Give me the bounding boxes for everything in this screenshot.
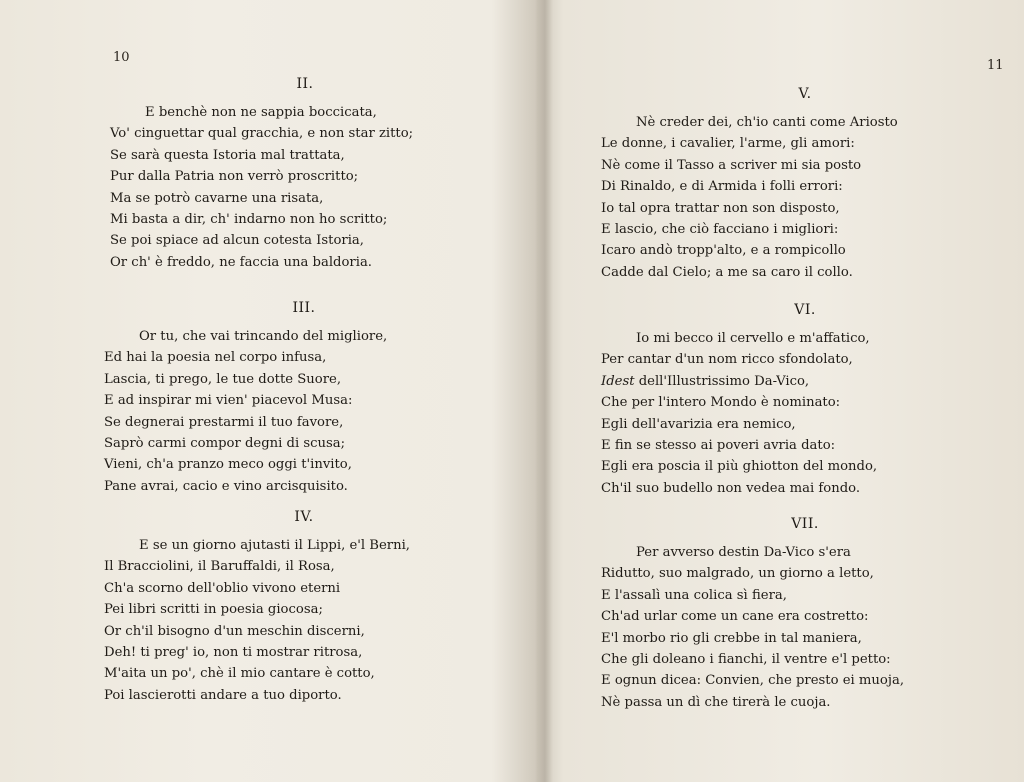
- verse-line: Ch'il suo budello non vedea mai fondo.: [601, 480, 861, 496]
- verse-line: E'l morbo rio gli crebbe in tal maniera,: [601, 630, 862, 646]
- verse-line: Vo' cinguettar qual gracchia, e non star zitto;: [110, 126, 414, 142]
- page-number: 10: [113, 50, 130, 65]
- verse-line: Nè come il Tasso a scriver mi sia posto: [601, 157, 862, 173]
- verse-line: E ad inspirar mi vien' piacevol Musa:: [104, 393, 353, 409]
- stanza: [601, 302, 981, 499]
- italic-word: Idest: [601, 373, 635, 389]
- verse-line: Pei libri scritti in poesia giocosa;: [104, 602, 323, 618]
- verse-line: Pur dalla Patria non verrò proscritto;: [110, 169, 359, 185]
- verse-line: E l'assalì una colica sì fiera,: [601, 587, 787, 603]
- verse-line: Per cantar d'un nom ricco sfondolato,: [601, 352, 853, 368]
- stanza-number: V.: [798, 86, 812, 102]
- stanza: [110, 76, 480, 273]
- stanza: [104, 509, 484, 706]
- verse-line: Nè creder dei, ch'io canti come Ariosto: [636, 115, 898, 130]
- verse-line: Che gli doleano i fianchi, il ventre e'l petto:: [601, 652, 891, 668]
- verse-line: M'aita un po', chè il mio cantare è cotto,: [104, 666, 375, 682]
- verse-line: E benchè non ne sappia boccicata,: [145, 105, 377, 120]
- verse-line: Ch'a scorno dell'oblio vivono eterni: [104, 580, 341, 596]
- verse-line: Che per l'intero Mondo è nominato:: [601, 395, 841, 411]
- verse-line: Io tal opra trattar non son disposto,: [601, 200, 840, 216]
- verse-line: Se poi spiace ad alcun cotesta Istoria,: [110, 233, 364, 249]
- verse-line: Ch'ad urlar come un cane era costretto:: [601, 609, 869, 625]
- verse-line: Io mi becco il cervello e m'affatico,: [636, 331, 870, 346]
- verse-line: Pane avrai, cacio e vino arcisquisito.: [104, 478, 348, 494]
- verse-line: E se un giorno ajutasti il Lippi, e'l Berni,: [139, 538, 411, 553]
- verse-line: Per avverso destin Da-Vico s'era: [636, 545, 851, 560]
- stanza: [601, 86, 981, 283]
- verse-line: Ridutto, suo malgrado, un giorno a letto,: [601, 566, 874, 582]
- right-page: [550, 0, 1024, 782]
- verse-line: Ed hai la poesia nel corpo infusa,: [104, 350, 327, 366]
- stanza-number: VII.: [791, 516, 819, 532]
- verse-line: Se sarà questa Istoria mal trattata,: [110, 147, 345, 163]
- verse-line: Di Rinaldo, e di Armida i folli errori:: [601, 179, 843, 195]
- verse-line: Le donne, i cavalier, l'arme, gli amori:: [601, 136, 855, 152]
- verse-line: Egli era poscia il più ghiotton del mondo,: [601, 459, 878, 475]
- verse-line: Il Bracciolini, il Baruffaldi, il Rosa,: [104, 559, 335, 575]
- stanza: [104, 300, 484, 497]
- verse-line: Ma se potrò cavarne una risata,: [110, 190, 324, 206]
- verse-line: Mi basta a dir, ch' indarno non ho scritto;: [110, 212, 388, 228]
- verse-line: E lascio, che ciò facciano i migliori:: [601, 222, 839, 238]
- verse-line: Cadde dal Cielo; a me sa caro il collo.: [601, 264, 853, 280]
- stanza-number: IV.: [294, 509, 314, 525]
- verse-line: Or ch'il bisogno d'un meschin discerni,: [104, 623, 365, 639]
- verse-line: Or tu, che vai trincando del migliore,: [139, 329, 388, 344]
- stanza-number: VI.: [794, 302, 816, 318]
- verse-line: Icaro andò tropp'alto, e a rompicollo: [601, 243, 846, 259]
- verse-line: Egli dell'avarizia era nemico,: [601, 416, 796, 432]
- verse-line: Saprò carmi compor degni di scusa;: [104, 436, 346, 452]
- stanza-number: III.: [292, 300, 316, 316]
- verse-line: E ognun dicea: Convien, che presto ei muoja,: [601, 673, 905, 689]
- verse-line: Idest dell'Illustrissimo Da-Vico,: [601, 373, 810, 389]
- verse-line: Or ch' è freddo, ne faccia una baldoria.: [110, 254, 372, 270]
- stanza-number: II.: [296, 76, 314, 92]
- verse-line: Se degnerai prestarmi il tuo favore,: [104, 414, 344, 430]
- page-number: 11: [987, 58, 1004, 73]
- verse-line: Nè passa un dì che tirerà le cuoja.: [601, 694, 831, 710]
- verse-line: Deh! ti preg' io, non ti mostrar ritrosa,: [104, 645, 363, 661]
- verse-line: E fin se stesso ai poveri avria dato:: [601, 438, 836, 454]
- verse-line: Lascia, ti prego, le tue dotte Suore,: [104, 371, 342, 387]
- verse-line: Vieni, ch'a pranzo meco oggi t'invito,: [104, 457, 352, 473]
- verse-line: Poi lascierotti andare a tuo diporto.: [104, 687, 342, 703]
- stanza: [601, 516, 981, 713]
